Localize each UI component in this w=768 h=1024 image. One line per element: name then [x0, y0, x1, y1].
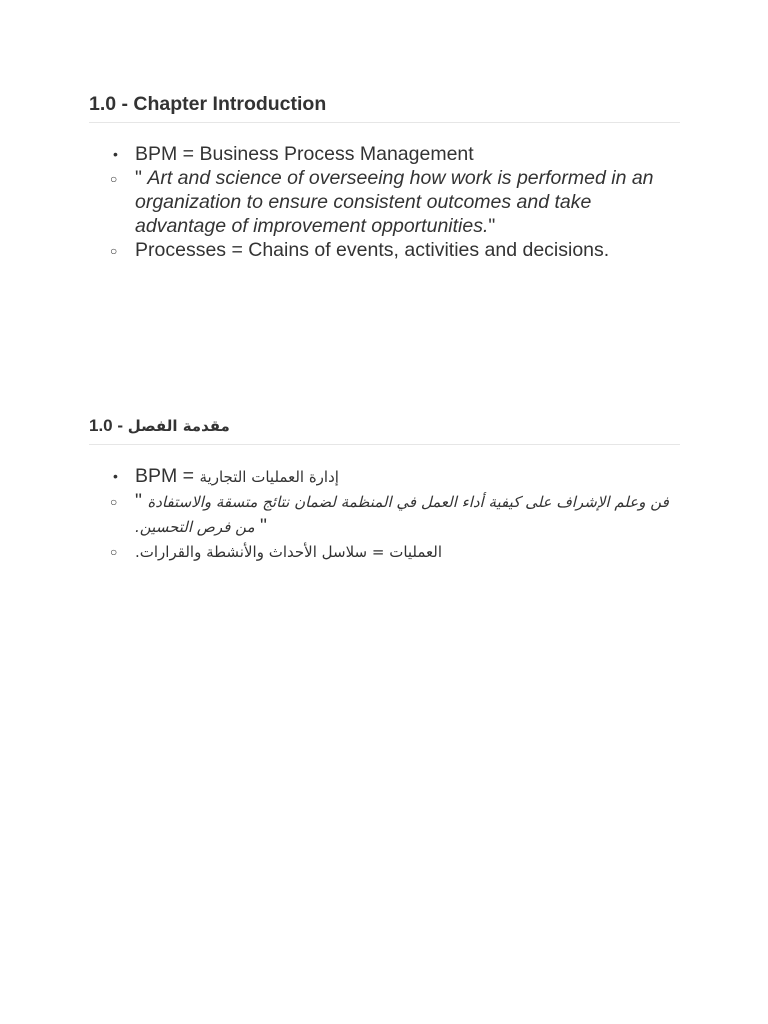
- sublist-item-processes-arabic: [110, 539, 680, 564]
- bpm-quote-text: Art and science of overseeing how work is performed in an organization to ensure consistent outcomes and take advantage of improvement opportunities.: [135, 167, 654, 237]
- sublist-item-quote: [110, 166, 680, 238]
- bpm-prefix: BPM =: [135, 465, 200, 487]
- quote-close-mark: ": [488, 215, 496, 237]
- bullet-icon: •: [113, 146, 118, 162]
- circle-bullet-icon: ○: [110, 495, 118, 509]
- quote-open-mark: ": [135, 490, 148, 512]
- circle-bullet-icon: ○: [110, 172, 118, 186]
- bpm-arabic-definition: إدارة العمليات التجارية: [199, 468, 339, 486]
- sublist-item-quote-arabic: [110, 489, 680, 539]
- arabic-sublist: [110, 489, 680, 564]
- bpm-definition: BPM = Business Process Management: [135, 143, 474, 165]
- bpm-quote-arabic: فن وعلم الإشراف على كيفية أداء العمل في المنظمة لضمان نتائج متسقة والاستفادة من فرص التحسين.: [135, 493, 669, 536]
- list-item-bpm: [89, 142, 680, 262]
- circle-bullet-icon: ○: [110, 244, 118, 258]
- processes-definition: Processes = Chains of events, activities and decisions.: [135, 239, 610, 261]
- arabic-list: [89, 464, 680, 564]
- quote-close-mark: ": [254, 515, 267, 537]
- heading-number: 1.0 -: [89, 416, 128, 435]
- sublist-item-processes: [110, 238, 680, 262]
- circle-bullet-icon: ○: [110, 545, 118, 559]
- arabic-section: [89, 414, 680, 564]
- quote-open-mark: ": [135, 167, 148, 189]
- processes-arabic-definition: العمليات = سلاسل الأحداث والأنشطة والقرارات.: [135, 543, 443, 561]
- heading-arabic-text: مقدمة الفصل: [127, 417, 230, 435]
- chapter-heading-english: 1.0 - Chapter Introduction: [89, 92, 680, 123]
- list-item-bpm-arabic: [89, 464, 680, 564]
- chapter-heading-arabic: [89, 414, 680, 445]
- english-list: [89, 142, 680, 262]
- bullet-icon: •: [113, 468, 118, 484]
- english-section: [89, 92, 680, 262]
- english-sublist: [110, 166, 680, 262]
